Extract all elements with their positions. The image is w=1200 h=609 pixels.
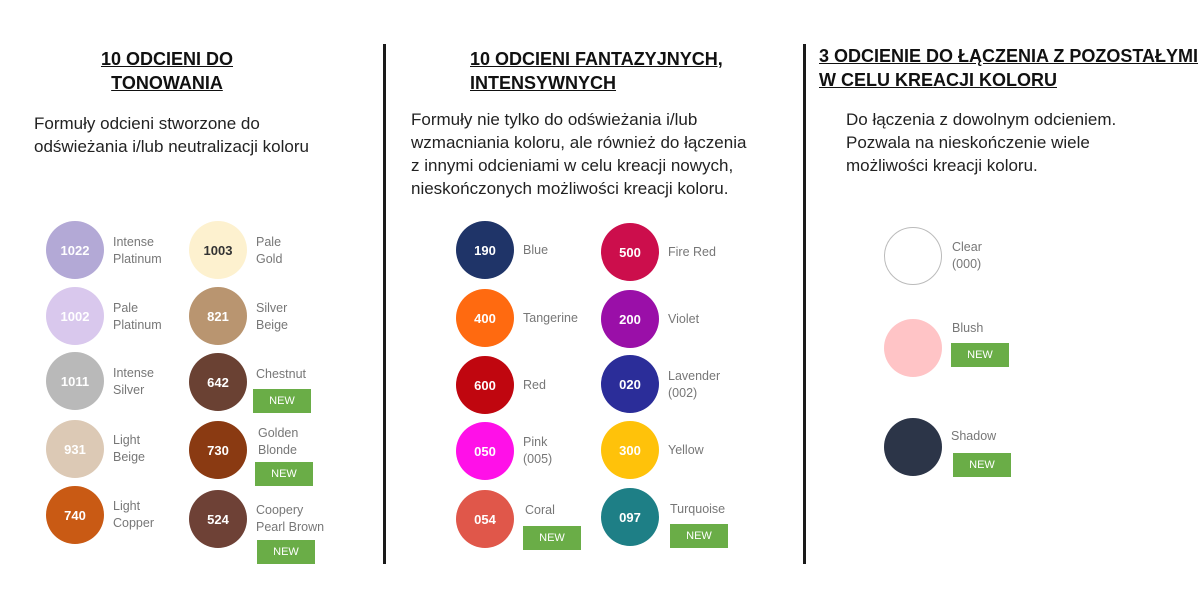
swatch-821-label-line2: Beige [256, 318, 288, 332]
swatch-500-label-line1: Fire Red [668, 245, 716, 259]
swatch-020-label-line2: (002) [668, 386, 698, 400]
swatch-020-label-line1: Lavender [668, 369, 721, 383]
swatch-1022-label-line1: Intense [113, 235, 155, 249]
swatch-821: 821 [189, 287, 247, 345]
col2-desc-line4: nieskończonych możliwości kreacji koloru. [411, 179, 729, 198]
swatch-740: 740 [46, 486, 104, 544]
swatch-300-label [668, 442, 704, 459]
col3-desc-line1: Do łączenia z dowolnym odcieniem. [846, 110, 1117, 129]
swatch-524-label [256, 502, 324, 536]
col2-title-line2: INTENSYWNYCH [470, 73, 617, 93]
swatch-740-label [113, 498, 154, 532]
swatch-200-label [668, 311, 699, 328]
swatch-740-label-line1: Light [113, 499, 141, 513]
swatch-730-label-line1: Golden [258, 426, 299, 440]
swatch-400-label [523, 310, 578, 327]
swatch-shadow-new-badge: NEW [953, 453, 1011, 477]
swatch-1011-label-line2: Silver [113, 383, 145, 397]
col2-desc-line2: wzmacniania koloru, ale również do łączenia [411, 133, 747, 152]
col2-description [411, 108, 746, 200]
swatch-1002-label [113, 300, 162, 334]
swatch-931-label-line1: Light [113, 433, 141, 447]
swatch-1022: 1022 [46, 221, 104, 279]
swatch-clear-label-line2: (000) [952, 257, 982, 271]
col2-desc-line1: Formuły nie tylko do odświeżania i/lub [411, 110, 698, 129]
col3-title-line1: 3 ODCIENIE DO ŁĄCZENIA Z POZOSTAŁYMI [819, 46, 1199, 66]
swatch-642-label-line1: Chestnut [256, 367, 307, 381]
swatch-300-label-line1: Yellow [668, 443, 704, 457]
swatch-500-label [668, 244, 716, 261]
swatch-740-label-line2: Copper [113, 516, 154, 530]
swatch-1003-label-line2: Gold [256, 252, 283, 266]
swatch-1003-label [256, 234, 282, 268]
swatch-020-label [668, 368, 720, 402]
swatch-blush-label [952, 320, 983, 337]
swatch-1002-label-line1: Pale [113, 301, 139, 315]
swatch-1003-label-line1: Pale [256, 235, 282, 249]
swatch-600-label-line1: Red [523, 378, 546, 392]
swatch-1022-label-line2: Platinum [113, 252, 162, 266]
divider-left [383, 44, 386, 564]
swatch-050-label-line1: Pink [523, 435, 548, 449]
swatch-524-new-badge: NEW [257, 540, 315, 564]
swatch-097-label [670, 501, 725, 518]
col3-title-line2: W CELU KREACJI KOLORU [819, 70, 1057, 90]
swatch-020: 020 [601, 355, 659, 413]
swatch-097-new-badge: NEW [670, 524, 728, 548]
swatch-400-label-line1: Tangerine [523, 311, 578, 325]
swatch-642: 642 [189, 353, 247, 411]
swatch-blush-new-badge: NEW [951, 343, 1009, 367]
col3-desc-line2: Pozwala na nieskończenie wiele [846, 133, 1090, 152]
col1-title [92, 47, 242, 95]
swatch-190: 190 [456, 221, 514, 279]
swatch-blush-label-line1: Blush [952, 321, 984, 335]
swatch-050-label-line2: (005) [523, 452, 553, 466]
col3-title [819, 44, 1198, 92]
swatch-shadow-label-line1: Shadow [951, 429, 997, 443]
swatch-1011-label-line1: Intense [113, 366, 155, 380]
col2-title [470, 47, 723, 95]
swatch-524-label-line1: Coopery [256, 503, 304, 517]
col3-description [846, 108, 1116, 177]
swatch-054-label-line1: Coral [525, 503, 555, 517]
swatch-190-label [523, 242, 548, 259]
swatch-blush [884, 319, 942, 377]
swatch-524: 524 [189, 490, 247, 548]
swatch-200: 200 [601, 290, 659, 348]
swatch-190-label-line1: Blue [523, 243, 549, 257]
swatch-931-label-line2: Beige [113, 450, 145, 464]
col1-title-line1: 10 ODCIENI DO [100, 49, 234, 69]
swatch-730-label-line2: Blonde [258, 443, 297, 457]
swatch-730: 730 [189, 421, 247, 479]
swatch-1002: 1002 [46, 287, 104, 345]
swatch-054-new-badge: NEW [523, 526, 581, 550]
swatch-931: 931 [46, 420, 104, 478]
swatch-054: 054 [456, 490, 514, 548]
swatch-1022-label [113, 234, 162, 268]
swatch-642-label [256, 366, 306, 383]
swatch-821-label-line1: Silver [256, 301, 288, 315]
col1-desc-line2: odświeżania i/lub neutralizacji koloru [34, 137, 309, 156]
swatch-shadow [884, 418, 942, 476]
swatch-clear [884, 227, 942, 285]
swatch-524-label-line2: Pearl Brown [256, 520, 325, 534]
swatch-730-new-badge: NEW [255, 462, 313, 486]
swatch-1002-label-line2: Platinum [113, 318, 162, 332]
col2-desc-line3: z innymi odcieniami w celu kreacji nowych, [411, 156, 734, 175]
swatch-730-label [258, 425, 298, 459]
swatch-1011: 1011 [46, 352, 104, 410]
col2-title-line1: 10 ODCIENI FANTAZYJNYCH, [470, 49, 723, 69]
swatch-500: 500 [601, 223, 659, 281]
swatch-642-new-badge: NEW [253, 389, 311, 413]
swatch-097: 097 [601, 488, 659, 546]
swatch-600: 600 [456, 356, 514, 414]
swatch-200-label-line1: Violet [668, 312, 700, 326]
swatch-600-label [523, 377, 546, 394]
swatch-shadow-label [951, 428, 996, 445]
col1-title-line2: TONOWANIA [111, 73, 223, 93]
swatch-clear-label [952, 239, 982, 273]
swatch-821-label [256, 300, 288, 334]
swatch-054-label [525, 502, 555, 519]
col1-desc-line1: Formuły odcieni stworzone do [34, 114, 260, 133]
divider-right [803, 44, 806, 564]
swatch-1011-label [113, 365, 154, 399]
swatch-097-label-line1: Turquoise [670, 502, 726, 516]
swatch-050: 050 [456, 422, 514, 480]
swatch-931-label [113, 432, 145, 466]
swatch-050-label [523, 434, 552, 468]
col1-description [34, 112, 309, 158]
swatch-300: 300 [601, 421, 659, 479]
swatch-clear-label-line1: Clear [952, 240, 982, 254]
swatch-1003: 1003 [189, 221, 247, 279]
swatch-400: 400 [456, 289, 514, 347]
col3-desc-line3: możliwości kreacji koloru. [846, 156, 1038, 175]
